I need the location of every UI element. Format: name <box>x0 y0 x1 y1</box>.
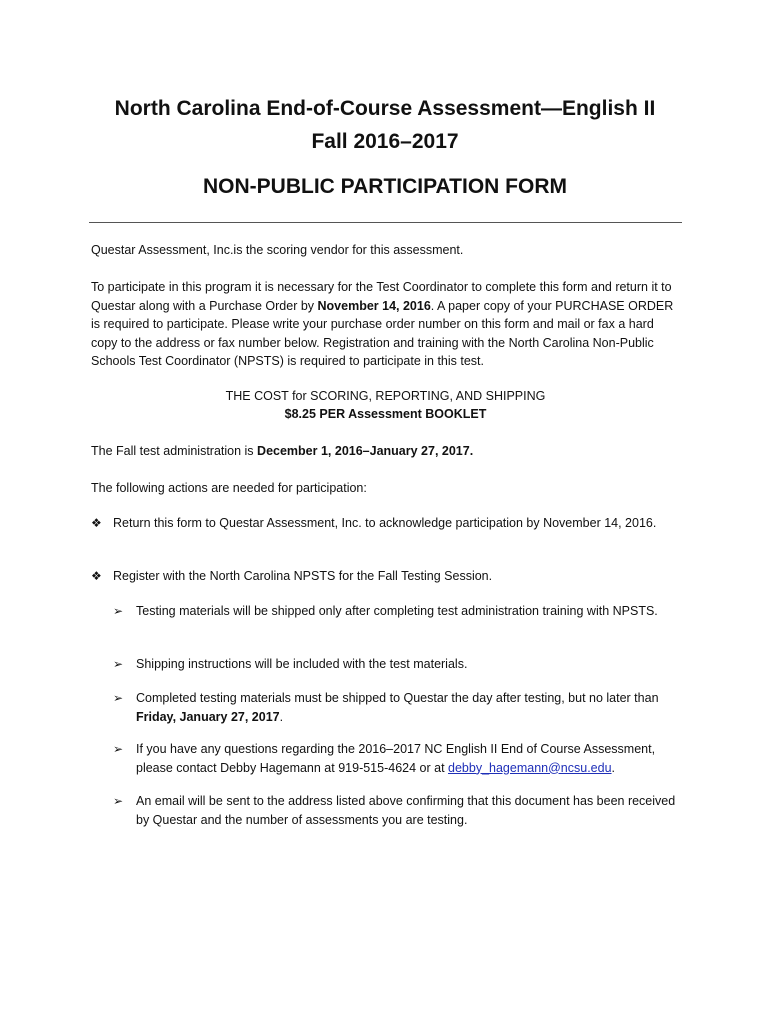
sub-list-item <box>136 689 681 726</box>
arrow-bullet-icon: ➢ <box>113 657 124 671</box>
contact-text-end: . <box>611 760 616 775</box>
sub-list-item: An email will be sent to the address listed above confirming that this document has been received by Questar and the number of assessments you are testing. <box>136 794 676 827</box>
shipping-text-end: . <box>279 709 284 724</box>
participation-text-2: . A paper copy of your PURCHASE ORDER is required to participate. Please write your purchase order number on this form and mail or fax a hard copy to the address or fax number below. Registration and training with the North Carolina Non-Public Schools Test Coordinator (NPSTS) is required to participate in this test. <box>91 298 674 368</box>
arrow-bullet-icon: ➢ <box>113 604 124 618</box>
contact-email-link[interactable]: debby_hagemann@ncsu.edu <box>448 760 612 775</box>
document-title: North Carolina End-of-Course Assessment—English II <box>114 97 656 120</box>
sub-list-item <box>136 740 681 777</box>
divider <box>89 222 682 223</box>
shipping-text: Completed testing materials must be shipped to Questar the day after testing, but no later than <box>136 691 659 705</box>
cost-line: THE COST for SCORING, REPORTING, AND SHIPPING <box>225 389 546 403</box>
administration-text: The Fall test administration is <box>91 444 258 458</box>
cost-price: $8.25 PER Assessment BOOKLET <box>284 407 487 421</box>
sub-list-item: Testing materials will be shipped only after completing test administration training with NPSTS. <box>136 604 658 618</box>
purchase-order-deadline: November 14, 2016 <box>317 298 431 313</box>
shipping-deadline: Friday, January 27, 2017 <box>136 709 280 724</box>
document-term: Fall 2016–2017 <box>311 130 459 153</box>
list-item: Register with the North Carolina NPSTS for the Fall Testing Session. <box>113 569 493 583</box>
participation-paragraph <box>91 278 681 371</box>
list-item: Return this form to Questar Assessment, Inc. to acknowledge participation by November 14, 2016. <box>113 516 657 530</box>
arrow-bullet-icon: ➢ <box>113 742 124 756</box>
intro-paragraph: Questar Assessment, Inc.is the scoring vendor for this assessment. <box>91 243 464 257</box>
form-name: NON-PUBLIC PARTICIPATION FORM <box>203 175 567 198</box>
sub-list-item: Shipping instructions will be included with the test materials. <box>136 657 468 671</box>
arrow-bullet-icon: ➢ <box>113 794 124 808</box>
participation-text-1: To participate in this program it is necessary for the Test Coordinator to complete this form and return it to Questar along with a Purchase Order by <box>91 280 672 313</box>
administration-dates: December 1, 2016–January 27, 2017. <box>257 444 474 458</box>
contact-text: If you have any questions regarding the 2016–2017 NC English II End of Course Assessment, please contact Debby Hagemann at 919-515-4624 or at <box>136 742 656 775</box>
diamond-bullet-icon: ❖ <box>91 516 102 530</box>
diamond-bullet-icon: ❖ <box>91 569 102 583</box>
arrow-bullet-icon: ➢ <box>113 691 124 705</box>
actions-intro: The following actions are needed for participation: <box>91 481 367 495</box>
administration-paragraph <box>91 442 681 461</box>
